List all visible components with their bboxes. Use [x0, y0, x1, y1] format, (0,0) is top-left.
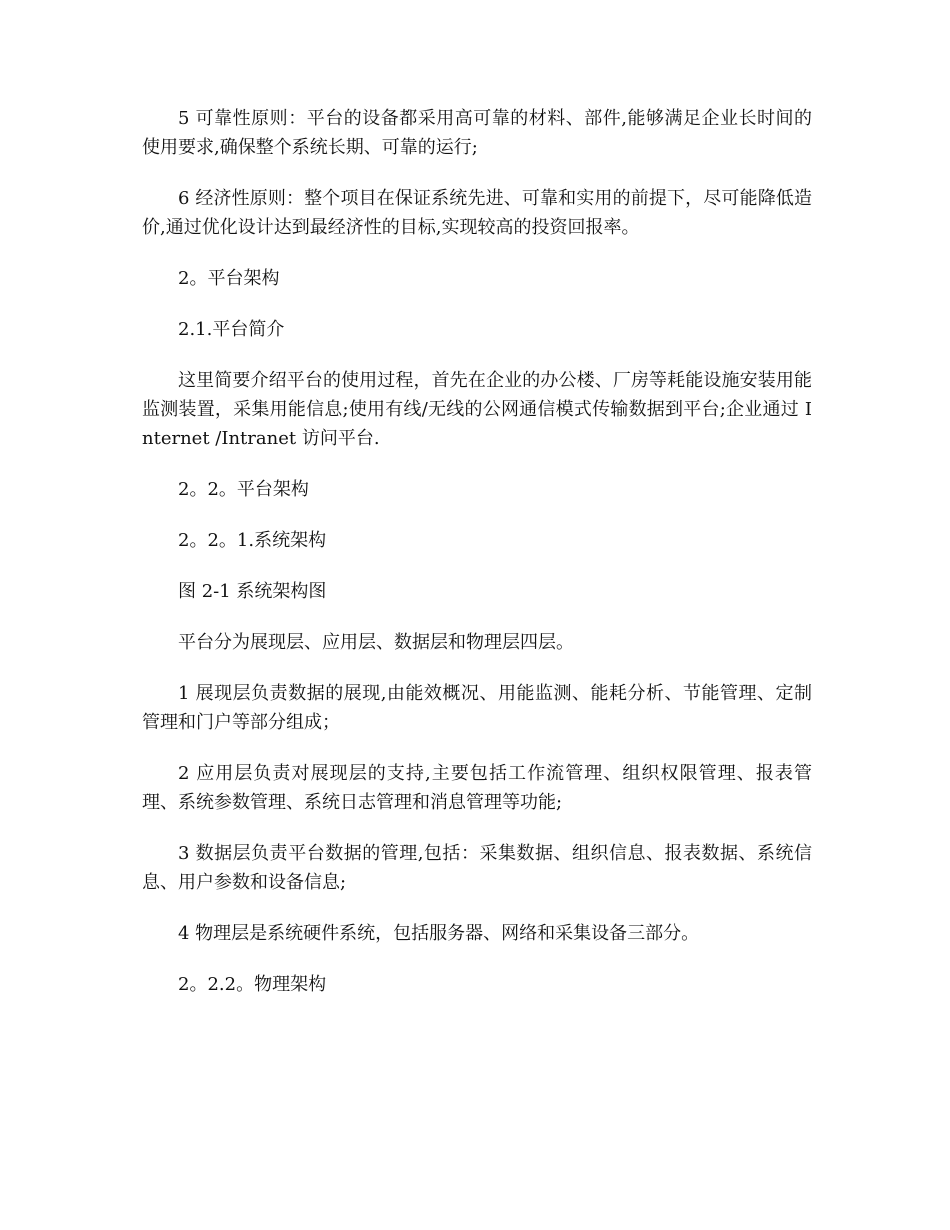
subsubsection-heading-physical-architecture: 2。2.2。物理架构: [178, 974, 327, 995]
platform-intro-paragraph: 这里简要介绍平台的使用过程，首先在企业的办公楼、厂房等耗能设施安装用能监测装置，采集用能信息;使用有线/无线的公网通信模式传输数据到平台;企业通过 Internet /Intranet 访问平台.: [142, 370, 812, 449]
subsection-heading-architecture: 2。2。平台架构: [178, 479, 309, 500]
subsubsection-heading-system-architecture: 2。2。1.系统架构: [178, 530, 327, 551]
principle-reliability: 5 可靠性原则：平台的设备都采用高可靠的材料、部件,能够满足企业长时间的使用要求,确保整个系统长期、可靠的运行;: [142, 108, 812, 158]
layer-application: 2 应用层负责对展现层的支持,主要包括工作流管理、组织权限管理、报表管理、系统参数管理、系统日志管理和消息管理等功能;: [142, 763, 812, 813]
principle-economy: 6 经济性原则：整个项目在保证系统先进、可靠和实用的前提下，尽可能降低造价,通过优化设计达到最经济性的目标,实现较高的投资回报率。: [142, 188, 812, 238]
layer-presentation: 1 展现层负责数据的展现,由能效概况、用能监测、能耗分析、节能管理、定制管理和门户等部分组成；: [142, 683, 812, 733]
layer-data: 3 数据层负责平台数据的管理,包括：采集数据、组织信息、报表数据、系统信息、用户参数和设备信息;: [142, 843, 812, 893]
section-heading-platform-architecture: 2。平台架构: [178, 268, 280, 289]
subsection-heading-platform-intro: 2.1.平台简介: [178, 319, 285, 340]
document-body: [142, 104, 812, 1021]
figure-caption: 图 2-1 系统架构图: [178, 581, 327, 602]
layers-overview: 平台分为展现层、应用层、数据层和物理层四层。: [178, 632, 574, 653]
layer-physical: 4 物理层是系统硬件系统，包括服务器、网络和采集设备三部分。: [178, 923, 700, 944]
